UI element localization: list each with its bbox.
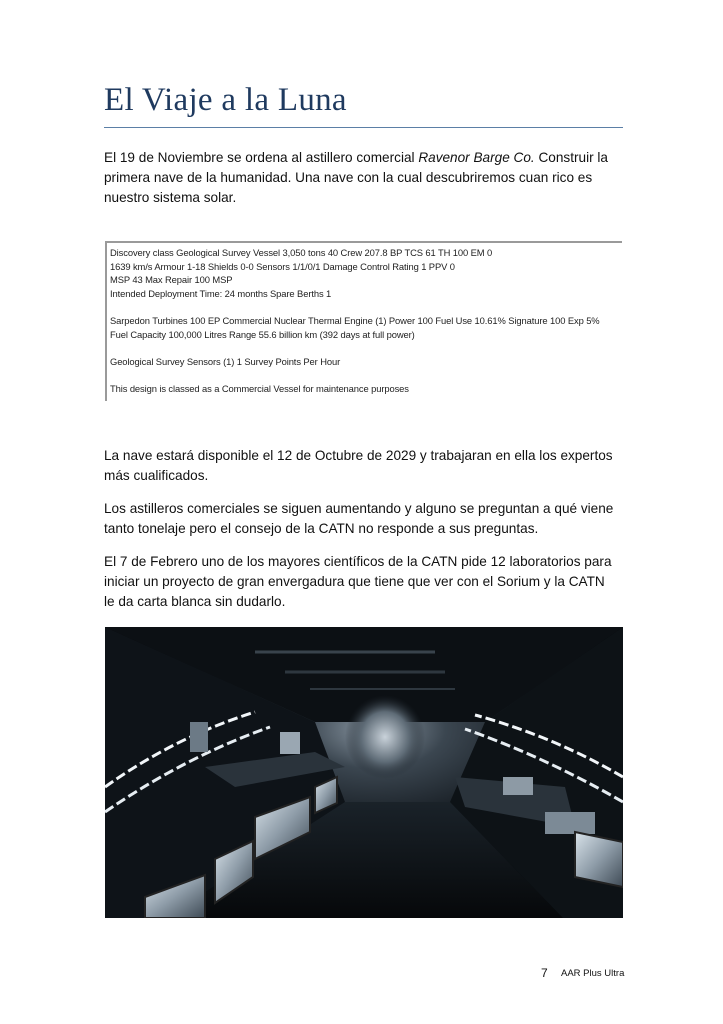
intro-text-end: Construir la primera nave de la humanidad. Una nave con la cual descubriremos cuan rico es nuestro sistema solar. xyxy=(104,150,608,205)
spec-line: MSP 43 Max Repair 100 MSP xyxy=(110,274,233,286)
page-number: 7 xyxy=(541,966,548,980)
spec-line: This design is classed as a Commercial Vessel for maintenance purposes xyxy=(110,382,409,394)
paragraph-availability: La nave estará disponible el 12 de Octubre de 2029 y trabajaran en ella los expertos más cualificados. xyxy=(104,448,613,483)
company-name: Ravenor Barge Co. xyxy=(418,150,535,165)
spec-spacer xyxy=(110,368,622,382)
title-underline xyxy=(104,127,623,128)
spec-spacer xyxy=(110,341,622,355)
paragraph-shipyards: Los astilleros comerciales se siguen aumentando y alguno se preguntan a qué viene tanto tonelaje pero el consejo de la CATN no responde a sus preguntas. xyxy=(104,501,614,536)
spec-line: Geological Survey Sensors (1) 1 Survey Points Per Hour xyxy=(110,355,341,367)
spec-line: Discovery class Geological Survey Vessel 3,050 tons 40 Crew 207.8 BP TCS 61 TH 100 EM 0 xyxy=(110,247,493,258)
ship-spec-sheet xyxy=(105,241,622,401)
footer-document-name: AAR Plus Ultra xyxy=(561,968,625,979)
spec-spacer xyxy=(110,300,622,314)
spec-line: Fuel Capacity 100,000 Litres Range 55.6 billion km (392 days at full power) xyxy=(110,328,415,340)
page-title: El Viaje a la Luna xyxy=(104,82,347,118)
spaceship-interior-image xyxy=(105,627,623,918)
spec-line: Sarpedon Turbines 100 EP Commercial Nuclear Thermal Engine (1) Power 100 Fuel Use 10.61% Signature 100 Exp 5% xyxy=(110,314,600,326)
spec-line: Intended Deployment Time: 24 months Spare Berths 1 xyxy=(110,287,332,299)
spec-line: 1639 km/s Armour 1-18 Shields 0-0 Sensors 1/1/0/1 Damage Control Rating 1 PPV 0 xyxy=(110,260,455,272)
intro-text-start: El 19 de Noviembre se ordena al astillero comercial xyxy=(104,150,419,165)
intro-paragraph xyxy=(104,148,614,208)
paragraph-scientist: El 7 de Febrero uno de los mayores científicos de la CATN pide 12 laboratorios para iniciar un proyecto de gran envergadura que tiene que ver con el Sorium y la CATN le da carta blanca sin dudarlo. xyxy=(104,554,612,609)
